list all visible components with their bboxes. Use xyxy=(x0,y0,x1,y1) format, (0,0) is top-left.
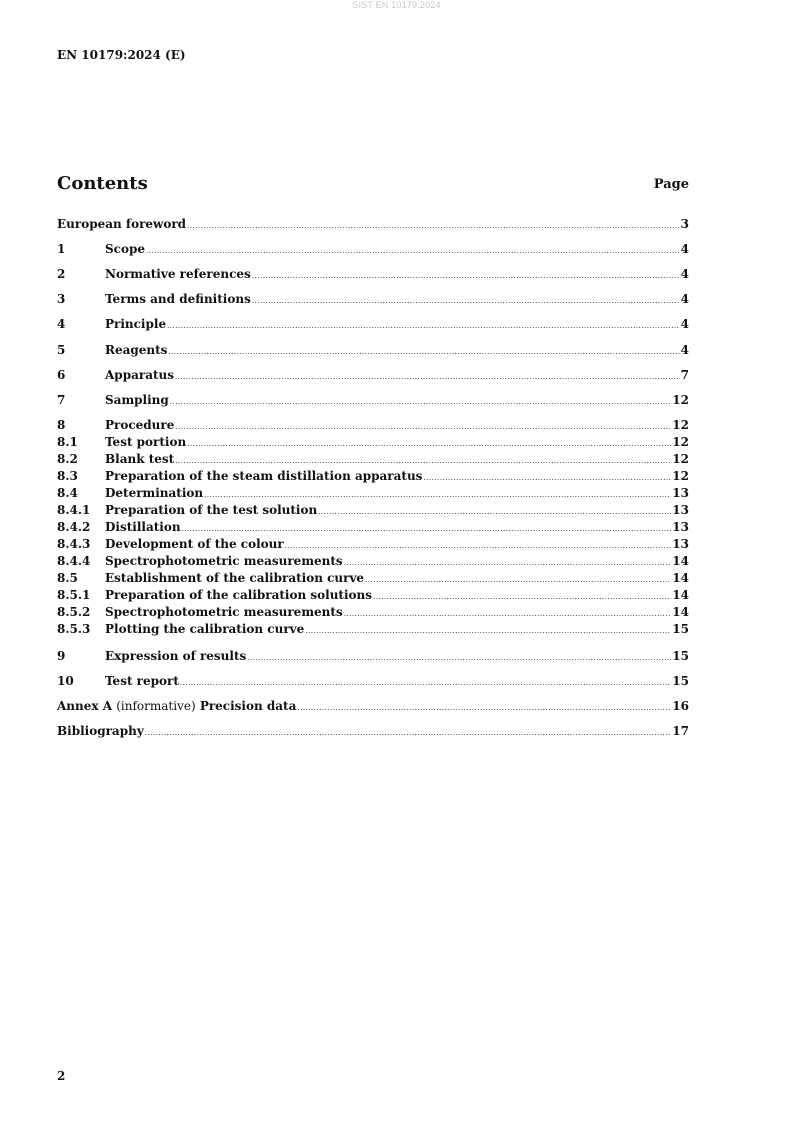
toc-entry-title: Test report xyxy=(105,674,179,688)
toc-entry-steam-distillation-apparatus[interactable] xyxy=(57,468,689,484)
toc-entry-title: Terms and definitions xyxy=(105,292,251,306)
annex-title: Precision data xyxy=(199,699,297,713)
toc-leader-dots xyxy=(305,623,671,639)
toc-entry-number: 8.4.4 xyxy=(57,554,91,568)
toc-entry-page: 14 xyxy=(672,605,689,619)
toc-entry-number: 3 xyxy=(57,292,66,306)
toc-leader-dots xyxy=(423,470,671,486)
toc-leader-dots xyxy=(182,521,672,537)
toc-leader-dots xyxy=(187,218,680,234)
toc-entry-title: Preparation of the calibration solutions xyxy=(105,588,372,602)
toc-entry-page: 15 xyxy=(672,649,689,663)
watermark: SIST EN 10179:2024 xyxy=(352,0,441,10)
toc-entry-title: Principle xyxy=(105,317,167,331)
contents-heading: Contents xyxy=(57,173,148,194)
toc-entry-title: Sampling xyxy=(105,393,169,407)
toc-entry-colour-development[interactable] xyxy=(57,536,689,552)
toc-entry-normative-references[interactable] xyxy=(57,266,689,282)
toc-entry-page: 4 xyxy=(680,267,689,281)
toc-entry-page: 4 xyxy=(680,242,689,256)
toc-entry-page: 3 xyxy=(680,217,689,231)
toc-entry-sampling[interactable] xyxy=(57,392,689,408)
toc-entry-test-solution[interactable] xyxy=(57,502,689,518)
toc-leader-dots xyxy=(252,293,680,309)
toc-entry-page: 13 xyxy=(672,537,689,551)
toc-entry-scope[interactable] xyxy=(57,241,689,257)
toc-entry-page: 16 xyxy=(672,699,689,713)
toc-entry-calibration-curve[interactable] xyxy=(57,570,689,586)
toc-entry-page: 15 xyxy=(672,622,689,636)
toc-entry-title: Development of the colour xyxy=(105,537,284,551)
toc-entry-distillation[interactable] xyxy=(57,519,689,535)
toc-entry-title: Preparation of the steam distillation apparatus xyxy=(105,469,423,483)
toc-entry-title: Expression of results xyxy=(105,649,247,663)
toc-entry-procedure[interactable] xyxy=(57,417,689,433)
toc-entry-number: 8.5 xyxy=(57,571,78,585)
toc-leader-dots xyxy=(175,419,671,435)
toc-entry-title: Scope xyxy=(105,242,146,256)
toc-leader-dots xyxy=(204,487,671,503)
toc-entry-number: 4 xyxy=(57,317,66,331)
toc-leader-dots xyxy=(344,606,672,622)
toc-entry-page: 13 xyxy=(672,486,689,500)
toc-leader-dots xyxy=(247,650,671,666)
toc-leader-dots xyxy=(318,504,671,520)
toc-leader-dots xyxy=(373,589,671,605)
toc-entry-apparatus[interactable] xyxy=(57,367,689,383)
document-id: EN 10179:2024 (E) xyxy=(57,48,186,62)
toc-entry-number: 8.1 xyxy=(57,435,78,449)
toc-leader-dots xyxy=(170,394,672,410)
toc-leader-dots xyxy=(297,700,671,716)
annex-label: Annex A xyxy=(57,699,113,713)
toc-entry-number: 8.4.2 xyxy=(57,520,91,534)
toc-entry-title: Bibliography xyxy=(57,724,144,738)
toc-entry-number: 10 xyxy=(57,674,74,688)
toc-entry-page: 4 xyxy=(680,292,689,306)
toc-entry-reagents[interactable] xyxy=(57,342,689,358)
toc-entry-spectrophotometric-measurements[interactable] xyxy=(57,553,689,569)
toc-entry-title xyxy=(57,698,296,714)
toc-entry-number: 1 xyxy=(57,242,66,256)
toc-entry-title: Determination xyxy=(105,486,204,500)
toc-leader-dots xyxy=(252,268,680,284)
toc-entry-title: European foreword xyxy=(57,217,187,231)
toc-entry-number: 8.5.3 xyxy=(57,622,91,636)
page-number: 2 xyxy=(57,1069,66,1083)
toc-entry-page: 14 xyxy=(672,571,689,585)
toc-entry-page: 17 xyxy=(672,724,689,738)
toc-entry-plotting-calibration-curve[interactable] xyxy=(57,621,689,637)
toc-entry-expression-of-results[interactable] xyxy=(57,648,689,664)
toc-entry-number: 7 xyxy=(57,393,66,407)
toc-entry-page: 12 xyxy=(672,452,689,466)
toc-entry-number: 9 xyxy=(57,649,66,663)
toc-leader-dots xyxy=(180,675,671,691)
toc-entry-number: 6 xyxy=(57,368,66,382)
toc-entry-calibration-spectrophotometric-measurements[interactable] xyxy=(57,604,689,620)
toc-entry-title: Normative references xyxy=(105,267,251,281)
toc-entry-determination[interactable] xyxy=(57,485,689,501)
toc-entry-page: 15 xyxy=(672,674,689,688)
toc-entry-title: Apparatus xyxy=(105,368,174,382)
toc-entry-blank-test[interactable] xyxy=(57,451,689,467)
toc-entry-page: 12 xyxy=(672,393,689,407)
toc-leader-dots xyxy=(285,538,672,554)
toc-entry-number: 8 xyxy=(57,418,66,432)
toc-entry-number: 5 xyxy=(57,343,66,357)
toc-entry-page: 12 xyxy=(672,418,689,432)
toc-leader-dots xyxy=(175,453,671,469)
toc-entry-page: 14 xyxy=(672,554,689,568)
toc-entry-number: 8.3 xyxy=(57,469,78,483)
page-column-heading: Page xyxy=(653,177,689,192)
toc-entry-page: 13 xyxy=(672,503,689,517)
toc-entry-title: Establishment of the calibration curve xyxy=(105,571,365,585)
toc-entry-foreword[interactable] xyxy=(57,216,689,232)
toc-leader-dots xyxy=(187,436,671,452)
toc-entry-title: Preparation of the test solution xyxy=(105,503,318,517)
toc-leader-dots xyxy=(175,369,680,385)
toc-entry-number: 8.5.1 xyxy=(57,588,91,602)
toc-entry-test-portion[interactable] xyxy=(57,434,689,450)
toc-entry-title: Procedure xyxy=(105,418,175,432)
toc-entry-number: 8.2 xyxy=(57,452,78,466)
toc-leader-dots xyxy=(167,318,680,334)
toc-entry-title: Spectrophotometric measurements xyxy=(105,554,343,568)
toc-leader-dots xyxy=(145,725,672,741)
toc-entry-page: 4 xyxy=(680,317,689,331)
toc-leader-dots xyxy=(168,344,679,360)
toc-entry-number: 8.4.1 xyxy=(57,503,91,517)
toc-entry-calibration-solutions[interactable] xyxy=(57,587,689,603)
toc-entry-page: 4 xyxy=(680,343,689,357)
toc-entry-page: 7 xyxy=(680,368,689,382)
toc-entry-test-report[interactable] xyxy=(57,673,689,689)
toc-entry-title: Plotting the calibration curve xyxy=(105,622,305,636)
toc-entry-title: Blank test xyxy=(105,452,175,466)
toc-entry-title: Distillation xyxy=(105,520,181,534)
toc-entry-title: Spectrophotometric measurements xyxy=(105,605,343,619)
toc-entry-number: 8.4 xyxy=(57,486,78,500)
toc-leader-dots xyxy=(344,555,672,571)
annex-note: (informative) xyxy=(116,699,196,713)
toc-entry-annex-a[interactable] xyxy=(57,698,689,714)
toc-entry-bibliography[interactable] xyxy=(57,723,689,739)
toc-entry-number: 8.4.3 xyxy=(57,537,91,551)
toc-entry-page: 14 xyxy=(672,588,689,602)
toc-entry-title: Test portion xyxy=(105,435,187,449)
toc-entry-page: 12 xyxy=(672,435,689,449)
toc-entry-principle[interactable] xyxy=(57,316,689,332)
toc-entry-number: 2 xyxy=(57,267,66,281)
toc-entry-page: 13 xyxy=(672,520,689,534)
toc-entry-number: 8.5.2 xyxy=(57,605,91,619)
toc-entry-page: 12 xyxy=(672,469,689,483)
toc-leader-dots xyxy=(146,243,680,259)
toc-entry-terms-and-definitions[interactable] xyxy=(57,291,689,307)
toc-entry-title: Reagents xyxy=(105,343,168,357)
toc-leader-dots xyxy=(365,572,671,588)
